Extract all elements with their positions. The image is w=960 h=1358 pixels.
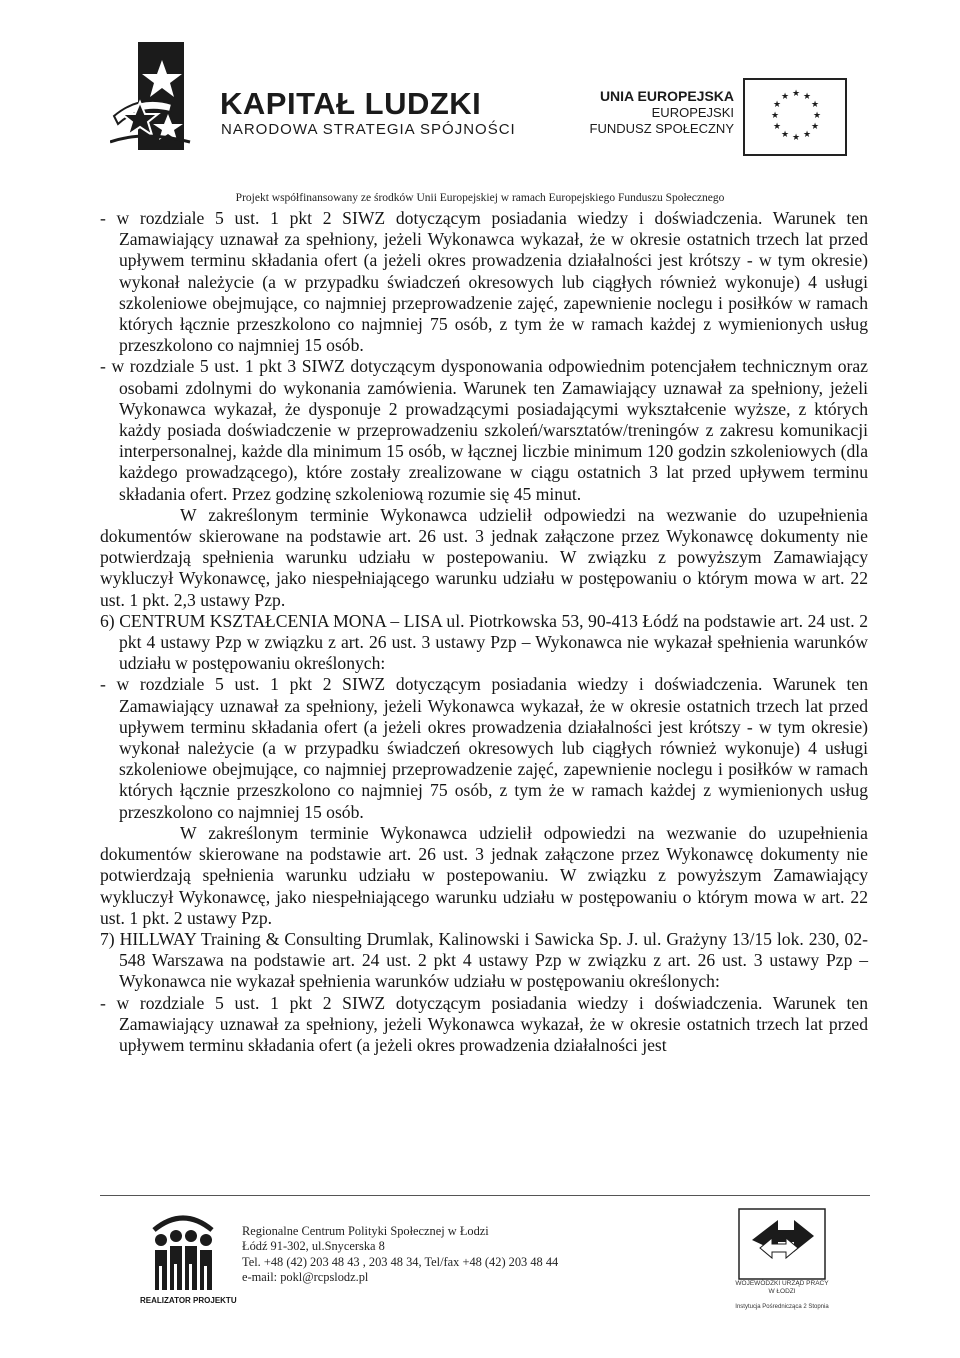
wup-arrows-icon: [738, 1208, 826, 1280]
org-phone: Tel. +48 (42) 203 48 43 , 203 48 34, Tel/fax +48 (42) 203 48 44: [242, 1254, 559, 1269]
svg-text:★: ★: [803, 130, 812, 140]
svg-text:★: ★: [771, 111, 780, 121]
contractor-item-7: 7) HILLWAY Training & Consulting Drumlak, Kalinowski i Sawicka Sp. J. ul. Grażyny 13/15 lok. 230, 02-548 Warszawa na podstawie art. 24 ust. 2 pkt 4 ustawy Pzp w związku z art. 26 ust. 3 ustawy Pzp – Wykonawca nie wykazał spełnienia warunków udziału w postępowaniu określonych:: [100, 928, 868, 992]
eu-line-2: EUROPEJSKI: [651, 105, 734, 120]
svg-text:★: ★: [773, 122, 782, 132]
decision-paragraph: W zakreślonym terminie Wykonawca udzielił odpowiedzi na wezwanie do uzupełnienia dokumentów skierowane na podstawie art. 26 ust. 3 jednak załączone przez Wykonawcę dokumenty nie potwierdzają spełnienia warunku udziału w postepowaniu. W związku z powyższym Zamawiający wykluczył Wykonawcę, jako niespełniającego warunku udziału w postępowaniu o którym mowa w art. 22 ust. 1 pkt. 2 ustawy Pzp.: [100, 822, 868, 928]
svg-text:★: ★: [811, 122, 820, 132]
left-logo-caption: REALIZATOR PROJEKTU: [140, 1296, 237, 1305]
right-logo-caption: WOJEWÓDZKI URZĄD PRACY W ŁODZI: [735, 1280, 829, 1295]
cofinancing-note: Projekt współfinansowany ze środków Unii Europejskiej w ramach Europejskiego Funduszu Społecznego: [235, 192, 725, 204]
org-email: e-mail: pokl@rcpslodz.pl: [242, 1270, 369, 1285]
program-title: KAPITAŁ LUDZKI: [220, 86, 482, 121]
people-group-icon: [150, 1206, 216, 1300]
wup-logo: [738, 1208, 826, 1280]
eu-flag-icon: [743, 78, 847, 156]
rcps-logo: [150, 1206, 216, 1300]
svg-text:★: ★: [813, 111, 822, 121]
org-name: Regionalne Centrum Polityki Społecznej w Łodzi: [242, 1224, 489, 1238]
svg-text:★: ★: [803, 92, 812, 102]
eu-fund-label: [590, 88, 734, 137]
footer-contact: [242, 1224, 558, 1286]
kapital-ludzki-logo: [110, 42, 198, 172]
svg-text:★: ★: [792, 133, 801, 143]
stars-emblem-icon: [110, 42, 198, 172]
condition-paragraph: - w rozdziale 5 ust. 1 pkt 3 SIWZ dotyczącym dysponowania odpowiednim potencjałem technicznym oraz osobami zdolnymi do wykonania zamówienia. Warunek ten Zamawiający uznawał za spełniony, jeżeli Wykonawca wykazał, że dysponuje 2 prowadzącymi posiadającymi wykształcenie wyższe, z których każdy posiada doświadczenie w przeprowadzeniu szkoleń/warsztatów/treningów z zakresu komunikacji interpersonalnej, każde dla minimum 15 osób, w łącznej liczbie minimum 120 godzin szkoleniowych (dla każdego prowadzącego), które zostały zrealizowane w ciągu ostatnich 3 lat przed upływem terminu składania ofert. Przez godzinę szkoleniową rozumie się 45 minut.: [100, 356, 868, 504]
decision-paragraph: W zakreślonym terminie Wykonawca udzielił odpowiedzi na wezwanie do uzupełnienia dokumentów skierowane na podstawie art. 26 ust. 3 jednak załączone przez Wykonawcę dokumenty nie potwierdzają spełnienia warunku udziału w postepowaniu. W związku z powyższym Zamawiający wykluczył Wykonawcę, jako niespełniającego warunku udziału w postępowaniu o którym mowa w art. 22 ust. 1 pkt. 2,3 ustawy Pzp.: [100, 504, 868, 610]
org-address: Łódź 91-302, ul.Snycerska 8: [242, 1239, 385, 1254]
footer-divider: [100, 1195, 870, 1196]
document-body: [100, 208, 868, 1056]
program-subtitle: NARODOWA STRATEGIA SPÓJNOŚCI: [221, 121, 516, 138]
condition-paragraph: - w rozdziale 5 ust. 1 pkt 2 SIWZ dotyczącym posiadania wiedzy i doświadczenia. Warunek ten Zamawiający uznawał za spełniony, jeżeli Wykonawca wykazał, że w okresie ostatnich trzech lat przed upływem terminu składania ofert (a jeżeli okres prowadzenia działalności jest krótszy - w tym okresie) wykonał należycie (a w przypadku świadczeń okresowych lub ciągłych również wykonuje) 4 usługi szkoleniowe obejmujące, co najmniej przeprowadzenie zajęć, zapewnienie noclegu i posiłków w ramach których łącznie przeszkolono co najmniej 75 osób, z tym że w ramach każdej z wymienionych usług przeszkolono co najmniej 15 osób.: [100, 674, 868, 822]
svg-text:★: ★: [781, 130, 790, 140]
svg-text:★: ★: [781, 92, 790, 102]
eu-line-3: FUNDUSZ SPOŁECZNY: [589, 121, 734, 136]
eu-stars-circle-icon: [745, 80, 845, 154]
contractor-item-6: 6) CENTRUM KSZTAŁCENIA MONA – LISA ul. Piotrkowska 53, 90-413 Łódź na podstawie art. 24 ust. 2 pkt 4 ustawy Pzp w związku z art. 26 ust. 3 ustawy Pzp – Wykonawca nie wykazał spełnienia warunków udziału w postępowaniu określonych:: [100, 610, 868, 674]
right-logo-subcaption: Instytucja Pośrednicząca 2 Stopnia: [735, 1304, 829, 1310]
condition-paragraph: - w rozdziale 5 ust. 1 pkt 2 SIWZ dotyczącym posiadania wiedzy i doświadczenia. Warunek ten Zamawiający uznawał za spełniony, jeżeli Wykonawca wykazał, że w okresie ostatnich trzech lat przed upływem terminu składania ofert (a jeżeli okres prowadzenia działalności jest: [100, 992, 868, 1055]
condition-paragraph: - w rozdziale 5 ust. 1 pkt 2 SIWZ dotyczącym posiadania wiedzy i doświadczenia. Warunek ten Zamawiający uznawał za spełniony, jeżeli Wykonawca wykazał, że w okresie ostatnich trzech lat przed upływem terminu składania ofert (a jeżeli okres prowadzenia działalności jest krótszy - w tym okresie) wykonał należycie (a w przypadku świadczeń okresowych lub ciągłych również wykonuje) 4 usługi szkoleniowe obejmujące, co najmniej przeprowadzenie zajęć, zapewnienie noclegu i posiłków w ramach których łącznie przeszkolono co najmniej 75 osób, z tym że w ramach każdej z wymienionych usług przeszkolono co najmniej 15 osób.: [100, 208, 868, 356]
svg-text:★: ★: [811, 100, 820, 110]
eu-line-1: UNIA EUROPEJSKA: [599, 88, 734, 104]
svg-text:★: ★: [773, 100, 782, 110]
svg-text:★: ★: [792, 89, 801, 99]
